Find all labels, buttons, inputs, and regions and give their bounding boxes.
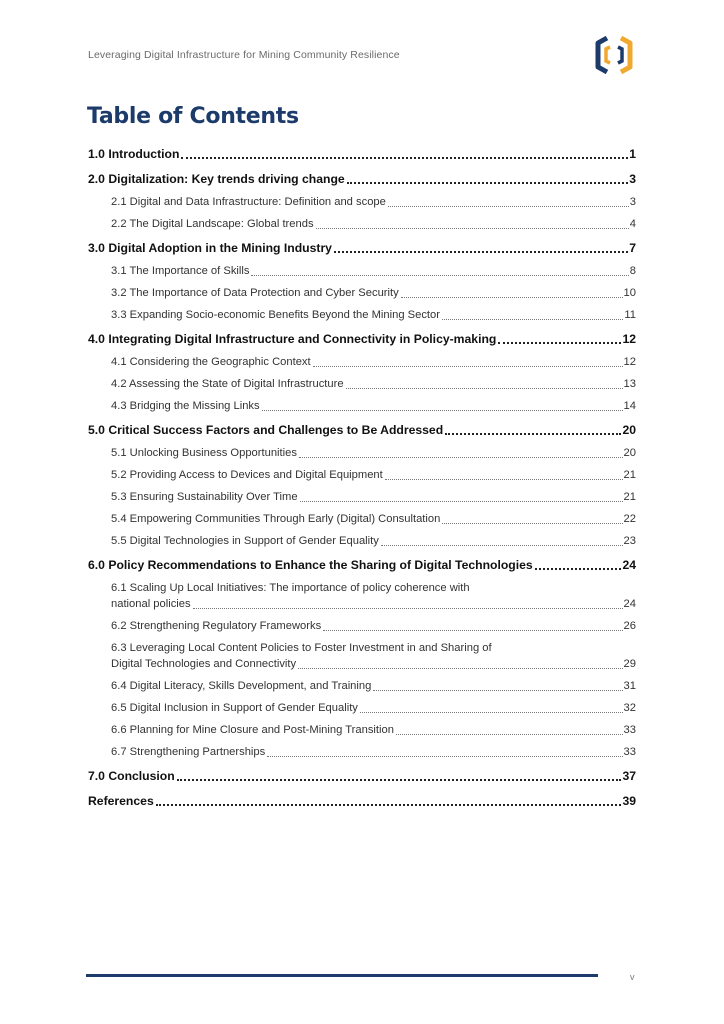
page-title: Table of Contents	[87, 104, 299, 129]
toc-page-number: 24	[622, 558, 636, 572]
toc-section-entry[interactable]	[88, 331, 636, 347]
toc-subsection-label: 3.2 The Importance of Data Protection and Cyber Security	[111, 287, 399, 299]
toc-page-number: 3	[629, 172, 636, 186]
leader-dots	[401, 297, 623, 298]
leader-dots	[299, 457, 623, 458]
toc-page-number: 29	[623, 658, 636, 670]
leader-dots	[347, 182, 629, 184]
toc-subsection-label: 3.3 Expanding Socio-economic Benefits Beyond the Mining Sector	[111, 309, 440, 321]
toc-subsection-entry[interactable]	[88, 744, 636, 760]
toc-subsection-entry[interactable]	[88, 700, 636, 716]
running-header: Leveraging Digital Infrastructure for Mining Community Resilience	[88, 49, 400, 61]
leader-dots	[498, 342, 621, 344]
toc-page-number: 22	[623, 513, 636, 525]
leader-dots	[334, 251, 628, 253]
toc-page-number: 4	[629, 218, 636, 230]
toc-subsection-entry[interactable]	[88, 398, 636, 414]
leader-dots	[442, 319, 623, 320]
toc-page-number: 33	[623, 746, 636, 758]
toc-page-number: 39	[622, 794, 636, 808]
toc-page-number: 8	[629, 265, 636, 277]
toc-page-number: 21	[623, 491, 636, 503]
toc-subsection-label: 5.4 Empowering Communities Through Early (Digital) Consultation	[111, 513, 441, 525]
leader-dots	[316, 228, 629, 229]
toc-subsection-label: 6.3 Leveraging Local Content Policies to Foster Investment in and Sharing of	[111, 642, 492, 654]
toc-page-number: 7	[629, 241, 636, 255]
leader-dots	[193, 608, 623, 609]
toc-page-number: 14	[623, 400, 636, 412]
leader-dots	[267, 756, 622, 757]
toc-section-entry[interactable]	[88, 422, 636, 438]
leader-dots	[298, 668, 622, 669]
toc-section-label: References	[88, 794, 154, 808]
leader-dots	[177, 779, 622, 781]
toc-page-number: 12	[623, 356, 636, 368]
toc-page-number: 10	[623, 287, 636, 299]
toc-subsection-label-continued: national policies	[111, 598, 191, 610]
leader-dots	[381, 545, 623, 546]
toc-subsection-label: 6.2 Strengthening Regulatory Frameworks	[111, 620, 322, 632]
toc-subsection-label-continued: Digital Technologies and Connectivity	[111, 658, 297, 670]
leader-dots	[346, 388, 623, 389]
table-of-contents	[88, 146, 636, 818]
toc-page-number: 31	[623, 680, 636, 692]
leader-dots	[323, 630, 622, 631]
toc-section-label: 6.0 Policy Recommendations to Enhance the Sharing of Digital Technologies	[88, 558, 533, 572]
toc-page-number: 12	[622, 332, 636, 346]
toc-subsection-label: 4.2 Assessing the State of Digital Infrastructure	[111, 378, 344, 390]
toc-page-number: 11	[624, 309, 636, 321]
toc-subsection-entry[interactable]	[88, 307, 636, 323]
toc-section-entry[interactable]	[88, 557, 636, 573]
toc-section-entry[interactable]	[88, 171, 636, 187]
toc-page-number: 20	[622, 423, 636, 437]
toc-page-number: 37	[622, 769, 636, 783]
toc-subsection-label: 5.2 Providing Access to Devices and Digital Equipment	[111, 469, 383, 481]
toc-page-number: 1	[629, 147, 636, 161]
leader-dots	[388, 206, 629, 207]
toc-page-number: 13	[623, 378, 636, 390]
toc-subsection-label: 6.5 Digital Inclusion in Support of Gender Equality	[111, 702, 358, 714]
toc-subsection-label: 2.2 The Digital Landscape: Global trends	[111, 218, 314, 230]
toc-subsection-label: 5.5 Digital Technologies in Support of Gender Equality	[111, 535, 379, 547]
toc-subsection-entry[interactable]	[88, 489, 636, 505]
toc-section-entry[interactable]	[88, 146, 636, 162]
leader-dots	[396, 734, 623, 735]
toc-section-label: 3.0 Digital Adoption in the Mining Industry	[88, 241, 332, 255]
toc-section-entry[interactable]	[88, 793, 636, 809]
toc-subsection-entry[interactable]	[88, 445, 636, 461]
leader-dots	[445, 433, 621, 435]
toc-subsection-label: 5.1 Unlocking Business Opportunities	[111, 447, 297, 459]
leader-dots	[251, 275, 628, 276]
leader-dots	[181, 157, 628, 159]
leader-dots	[442, 523, 622, 524]
toc-subsection-entry[interactable]	[88, 376, 636, 392]
toc-subsection-label: 6.6 Planning for Mine Closure and Post-Mining Transition	[111, 724, 394, 736]
hexagon-logo-icon	[590, 34, 638, 76]
footer-rule	[86, 974, 598, 977]
toc-subsection-entry[interactable]	[88, 354, 636, 370]
toc-subsection-label: 2.1 Digital and Data Infrastructure: Definition and scope	[111, 196, 386, 208]
toc-subsection-entry[interactable]	[88, 678, 636, 694]
toc-section-entry[interactable]	[88, 768, 636, 784]
leader-dots	[313, 366, 623, 367]
toc-subsection-entry[interactable]	[88, 285, 636, 301]
toc-section-label: 7.0 Conclusion	[88, 769, 175, 783]
toc-page-number: 3	[629, 196, 636, 208]
toc-subsection-entry[interactable]	[88, 580, 636, 612]
toc-subsection-entry[interactable]	[88, 194, 636, 210]
page-number: v	[630, 972, 635, 982]
toc-subsection-entry[interactable]	[88, 263, 636, 279]
leader-dots	[385, 479, 623, 480]
toc-page-number: 24	[623, 598, 636, 610]
toc-page-number: 21	[623, 469, 636, 481]
toc-section-entry[interactable]	[88, 240, 636, 256]
toc-page-number: 20	[623, 447, 636, 459]
toc-page-number: 23	[623, 535, 636, 547]
toc-section-label: 2.0 Digitalization: Key trends driving change	[88, 172, 345, 186]
toc-subsection-entry[interactable]	[88, 722, 636, 738]
leader-dots	[373, 690, 622, 691]
toc-subsection-label: 6.4 Digital Literacy, Skills Development, and Training	[111, 680, 372, 692]
toc-subsection-label: 6.7 Strengthening Partnerships	[111, 746, 266, 758]
toc-section-label: 5.0 Critical Success Factors and Challenges to Be Addressed	[88, 423, 444, 437]
toc-subsection-label: 3.1 The Importance of Skills	[111, 265, 250, 277]
leader-dots	[535, 568, 622, 570]
toc-page-number: 33	[623, 724, 636, 736]
toc-subsection-label: 6.1 Scaling Up Local Initiatives: The importance of policy coherence with	[111, 582, 470, 594]
toc-subsection-entry[interactable]	[88, 618, 636, 634]
toc-page-number: 32	[623, 702, 636, 714]
leader-dots	[262, 410, 623, 411]
toc-subsection-entry[interactable]	[88, 511, 636, 527]
toc-subsection-label: 4.1 Considering the Geographic Context	[111, 356, 311, 368]
toc-subsection-label: 5.3 Ensuring Sustainability Over Time	[111, 491, 298, 503]
leader-dots	[360, 712, 623, 713]
toc-subsection-label: 4.3 Bridging the Missing Links	[111, 400, 260, 412]
toc-subsection-entry[interactable]	[88, 467, 636, 483]
toc-page-number: 26	[623, 620, 636, 632]
leader-dots	[300, 501, 623, 502]
toc-section-label: 4.0 Integrating Digital Infrastructure and Connectivity in Policy-making	[88, 332, 497, 346]
leader-dots	[156, 804, 622, 806]
toc-subsection-entry[interactable]	[88, 216, 636, 232]
toc-subsection-entry[interactable]	[88, 640, 636, 672]
toc-section-label: 1.0 Introduction	[88, 147, 180, 161]
toc-subsection-entry[interactable]	[88, 533, 636, 549]
